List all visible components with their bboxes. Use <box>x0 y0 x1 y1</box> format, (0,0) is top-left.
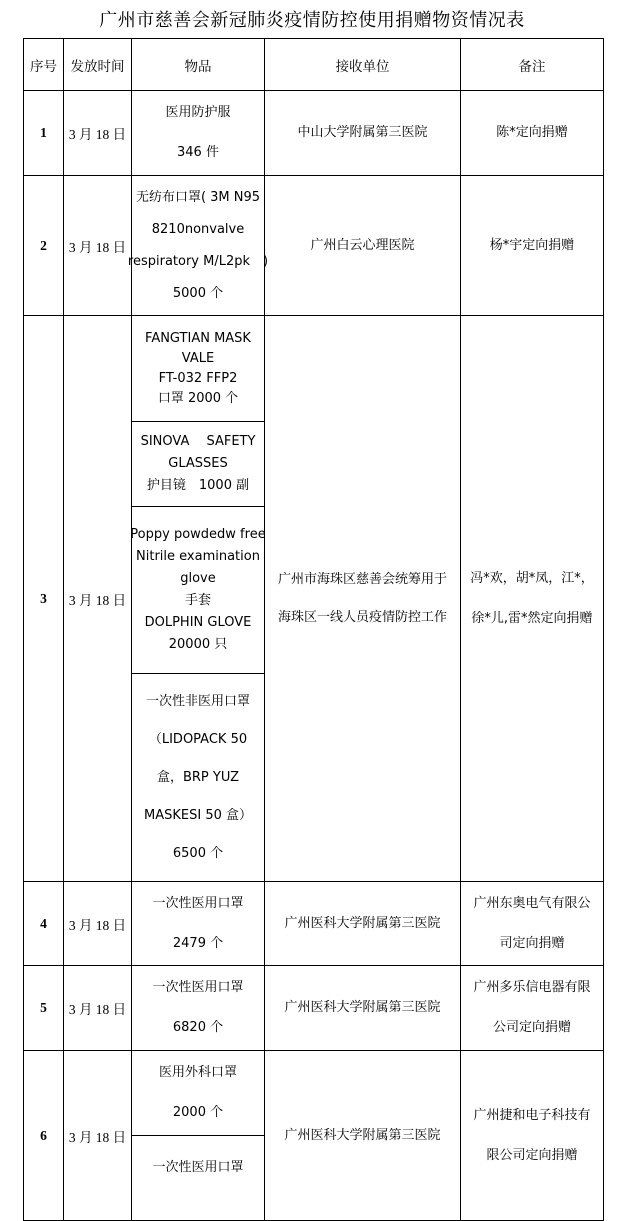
item-cell <box>131 90 265 176</box>
item-cell <box>131 881 265 966</box>
remark-cell <box>460 90 604 176</box>
row-number <box>23 315 64 882</box>
cell-line: 海珠区一线人员疫情防控工作 <box>277 609 447 625</box>
item-cell <box>131 506 265 674</box>
receiver-cell <box>264 90 461 176</box>
cell-line: 广州医科大学附属第三医院 <box>284 915 441 931</box>
cell-line: Nitrile examination <box>136 549 260 564</box>
cell-line: 广州白云心理医院 <box>310 237 415 253</box>
header-date <box>63 38 132 91</box>
header-remark <box>460 38 604 91</box>
cell-line: 3 月 18 日 <box>68 127 127 142</box>
cell-line: 接收单位 <box>335 58 390 75</box>
cell-line: 医用防护服 <box>165 105 231 120</box>
cell-line: 8210nonvalve <box>151 221 245 237</box>
cell-line: 广州多乐信电器有限 <box>473 980 591 995</box>
cell-line: 徐*儿,雷*然定向捐赠 <box>471 610 593 626</box>
cell-line: （LIDOPACK 50 <box>148 731 248 747</box>
cell-line: 广州东奥电气有限公 <box>473 895 591 911</box>
remark-cell <box>460 315 604 882</box>
cell-line: 广州市海珠区慈善会统筹用于 <box>277 571 447 587</box>
cell-line: MASKESI 50 盒） <box>144 807 252 823</box>
remark-cell <box>460 1050 604 1221</box>
cell-line: 冯*欢，胡*凤，江*， <box>470 570 594 586</box>
cell-line: 3 <box>40 590 47 606</box>
cell-line: 医用外科口罩 <box>158 1065 237 1080</box>
receiver-cell <box>264 1050 461 1221</box>
cell-line: 6820 个 <box>172 1020 224 1035</box>
cell-line: 3 月 18 日 <box>68 592 127 608</box>
cell-line: 公司定向捐赠 <box>492 1020 571 1035</box>
cell-line: 发放时间 <box>70 58 125 75</box>
receiver-cell <box>264 881 461 966</box>
cell-line: 3 月 18 日 <box>68 239 127 255</box>
cell-line: 备注 <box>518 58 546 75</box>
cell-line: 5000 个 <box>172 285 224 301</box>
cell-line: FANGTIAN MASK <box>145 330 251 346</box>
cell-line: glove <box>180 571 216 586</box>
receiver-cell <box>264 175 461 316</box>
cell-line: 3 月 18 日 <box>68 917 127 933</box>
issue-date <box>63 881 132 966</box>
cell-line: 346 件 <box>177 145 219 160</box>
item-cell <box>131 1050 265 1136</box>
row-number <box>23 90 64 176</box>
cell-line: SINOVA SAFETY <box>140 434 256 449</box>
cell-line: 2 <box>40 237 47 253</box>
cell-line: 2000 个 <box>172 1105 224 1120</box>
cell-line: GLASSES <box>168 456 228 471</box>
cell-line: 护目镜 1000 副 <box>146 478 250 493</box>
cell-line: 一次性非医用口罩 <box>145 693 250 709</box>
cell-line: 中山大学附属第三医院 <box>297 125 428 140</box>
cell-line: 杨*宇定向捐赠 <box>489 237 575 253</box>
header-no <box>23 38 64 91</box>
cell-line: DOLPHIN GLOVE <box>144 615 252 630</box>
cell-line: 司定向捐赠 <box>499 935 565 951</box>
row-number <box>23 881 64 966</box>
cell-line: 3 月 18 日 <box>68 1129 127 1145</box>
cell-line: VALE <box>181 350 215 366</box>
item-cell <box>131 1135 265 1221</box>
cell-line: 广州医科大学附属第三医院 <box>284 1127 441 1143</box>
issue-date <box>63 1050 132 1221</box>
cell-line: Poppy powdedw free <box>130 527 266 542</box>
cell-line: FT-032 FFP2 <box>158 370 238 386</box>
row-number <box>23 1050 64 1221</box>
cell-line: 3 月 18 日 <box>68 1002 127 1017</box>
cell-line: 4 <box>40 915 47 931</box>
cell-line: 广州捷和电子科技有 <box>473 1107 591 1123</box>
cell-line: 20000 只 <box>168 637 228 652</box>
cell-line: 6500 个 <box>172 845 224 861</box>
issue-date <box>63 315 132 882</box>
cell-line: 5 <box>40 1000 47 1015</box>
cell-line: 无纺布口罩( 3M N95 <box>135 189 261 205</box>
row-number <box>23 175 64 316</box>
item-cell <box>131 673 265 882</box>
remark-cell <box>460 175 604 316</box>
header-items <box>131 38 265 91</box>
cell-line: 口罩 2000 个 <box>157 390 239 406</box>
cell-line: 2479 个 <box>172 935 224 951</box>
cell-line: 盒，BRP YUZ <box>156 769 240 785</box>
item-cell <box>131 315 265 422</box>
remark-cell <box>460 965 604 1051</box>
issue-date <box>63 175 132 316</box>
item-cell <box>127 175 269 316</box>
cell-line: 物品 <box>184 58 212 75</box>
item-cell <box>131 421 265 507</box>
page-title: 广州市慈善会新冠肺炎疫情防控使用捐赠物资情况表 <box>99 10 525 31</box>
receiver-cell <box>264 315 461 882</box>
cell-line: 一次性医用口罩 <box>152 980 244 995</box>
cell-line: 限公司定向捐赠 <box>486 1147 578 1163</box>
cell-line: 6 <box>40 1127 47 1143</box>
cell-line: 一次性医用口罩 <box>152 895 244 911</box>
cell-line: 手套 <box>184 593 211 608</box>
cell-line: 陈*定向捐赠 <box>496 125 568 140</box>
cell-line: 广州医科大学附属第三医院 <box>284 1000 441 1015</box>
cell-line: 1 <box>40 125 47 140</box>
cell-line: 序号 <box>30 58 57 75</box>
issue-date <box>63 90 132 176</box>
row-number <box>23 965 64 1051</box>
remark-cell <box>460 881 604 966</box>
item-cell <box>131 965 265 1051</box>
receiver-cell <box>264 965 461 1051</box>
cell-line: respiratory M/L2pk ) <box>127 253 269 269</box>
cell-line: 一次性医用口罩 <box>152 1160 244 1175</box>
header-receiver <box>264 38 461 91</box>
issue-date <box>63 965 132 1051</box>
